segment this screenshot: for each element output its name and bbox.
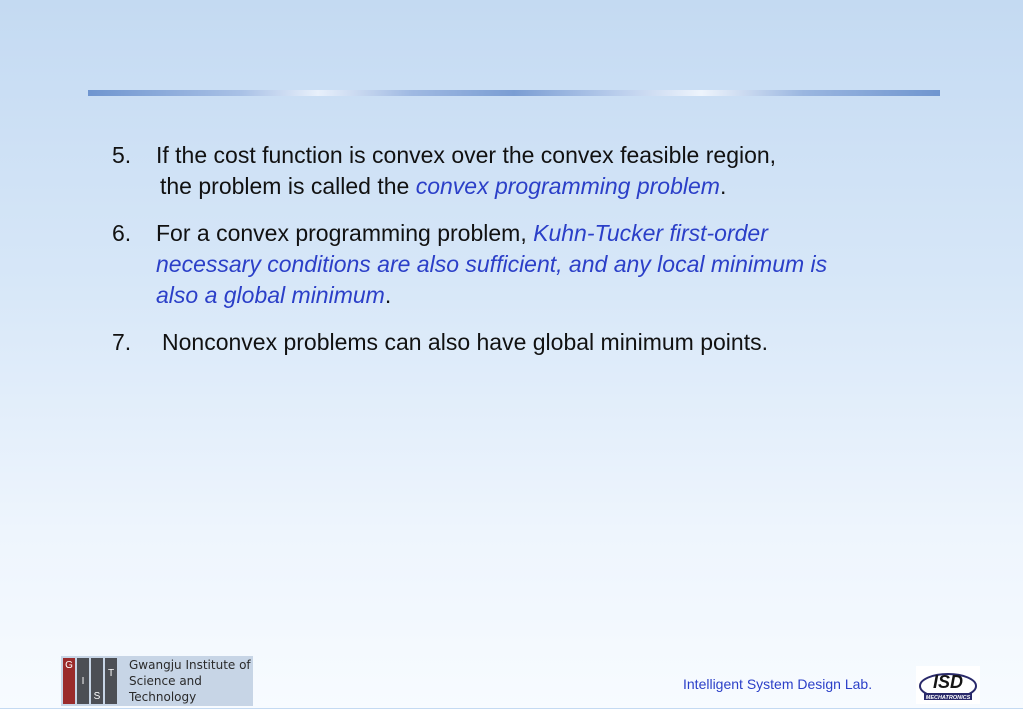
item-number: 7.: [112, 329, 132, 355]
list-item-6: [112, 218, 892, 311]
gist-letter-t: T: [105, 658, 117, 704]
item-number: 6.: [112, 220, 132, 246]
item-highlight-text: Kuhn-Tucker first-order necessary conditions are also sufficient, and any local minimum is also a global minimum: [156, 220, 828, 308]
slide-body: [112, 140, 892, 374]
lab-name: Intelligent System Design Lab.: [683, 676, 873, 692]
gist-letter-g: G: [63, 658, 75, 704]
item-plain-text: the problem is called the: [160, 173, 416, 199]
isd-logo-graphic: [916, 666, 980, 704]
list-item-7: [112, 327, 892, 358]
gist-letter-blocks: [63, 658, 117, 704]
item-plain-text: For a convex programming problem,: [156, 220, 534, 246]
institute-name-line-1: Gwangju Institute of: [129, 658, 251, 672]
gist-letter-s: S: [91, 658, 103, 704]
item-text: [112, 218, 892, 311]
gist-logo: [61, 656, 253, 706]
item-line-2: [156, 171, 892, 202]
item-end-punct: .: [384, 282, 392, 308]
isd-logo: [916, 666, 980, 704]
item-end-punct: .: [719, 173, 727, 199]
item-text: Nonconvex problems can also have global minimum points.: [162, 329, 768, 355]
item-line-1: If the cost function is convex over the convex feasible region,: [156, 142, 777, 168]
item-text: [112, 140, 892, 202]
item-highlight-text: convex programming problem: [415, 173, 720, 199]
item-number: 5.: [112, 142, 132, 168]
list-item-5: [112, 140, 892, 202]
gist-letter-i: I: [77, 658, 89, 704]
institute-name-line-2: Science and Technology: [129, 674, 202, 704]
title-divider-rule: [88, 90, 940, 96]
isd-logo-subtext: MECHATRONICS: [925, 695, 971, 701]
institute-name: [129, 657, 253, 705]
isd-logo-text: ISD: [932, 672, 964, 692]
